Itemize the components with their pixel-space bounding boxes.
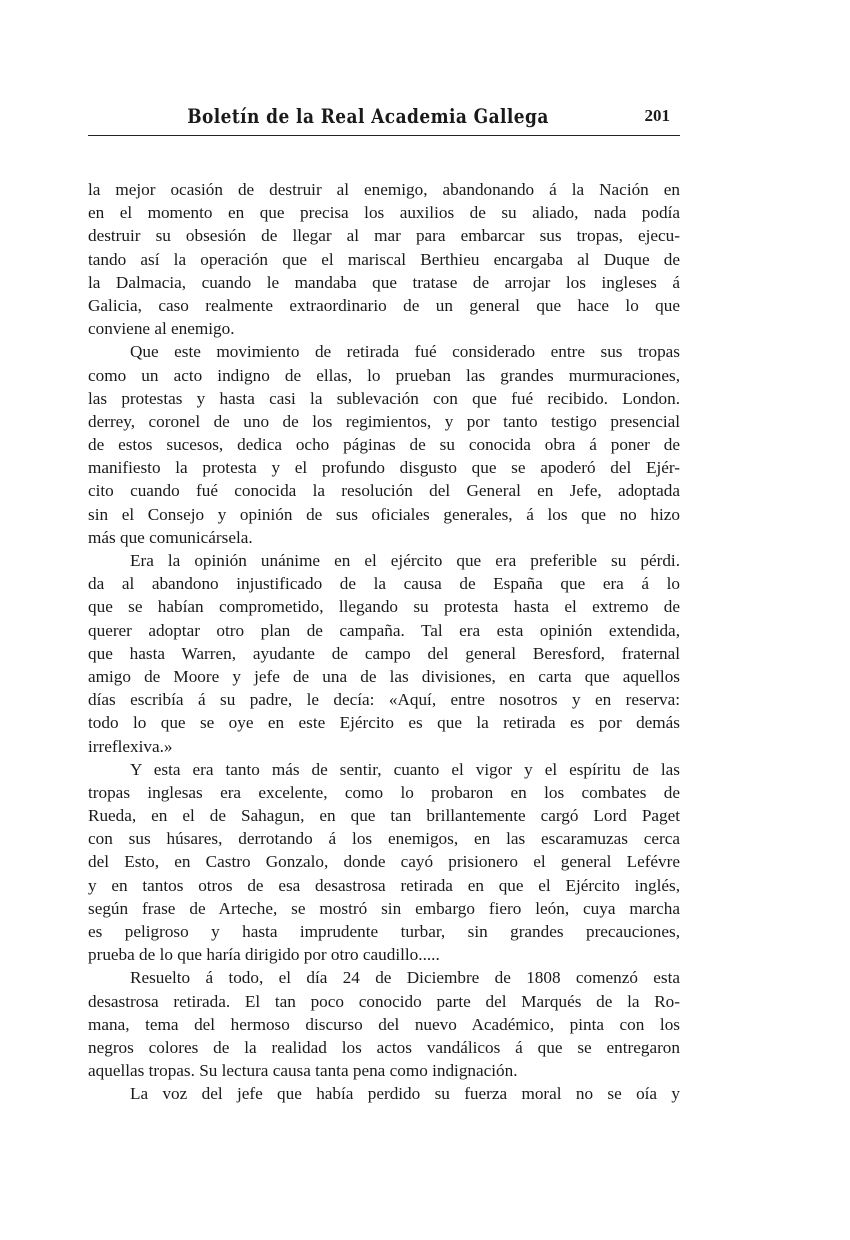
paragraph — [88, 758, 680, 967]
text-line: que hasta Warren, ayudante de campo del general Beresford, fraternal — [88, 643, 680, 663]
text-line: amigo de Moore y jefe de una de las divisiones, en carta que aquellos — [88, 666, 680, 686]
paragraph — [88, 549, 680, 758]
text-line: y en tantos otros de esa desastrosa retirada en que el Ejército inglés, — [88, 875, 680, 895]
text-line: la Dalmacia, cuando le mandaba que tratase de arrojar los ingleses á — [88, 272, 680, 292]
text-line: conviene al enemigo. — [88, 319, 235, 339]
text-line: negros colores de la realidad los actos vandálicos á que se entregaron — [88, 1037, 680, 1057]
text-line: es peligroso y hasta imprudente turbar, sin grandes precauciones, — [88, 922, 680, 941]
header-rule — [88, 135, 680, 136]
text-line: da al abandono injustificado de la causa de España que era á lo — [88, 574, 680, 594]
text-line: Resuelto á todo, el día 24 de Diciembre de 1808 comenzó esta — [130, 968, 680, 988]
paragraph — [88, 178, 680, 340]
text-line: destruir su obsesión de llegar al mar para embarcar sus tropas, ejecu- — [88, 226, 680, 246]
text-line: Y esta era tanto más de sentir, cuanto el vigor y el espíritu de las — [130, 759, 680, 779]
running-title: Boletín de la Real Academia Gallega — [187, 104, 549, 128]
text-line: más que comunicársela. — [88, 527, 253, 547]
paragraph — [88, 340, 680, 549]
text-line: Rueda, en el de Sahagun, en que tan brillantemente cargó Lord Paget — [88, 806, 680, 826]
running-header — [88, 104, 680, 134]
text-line: que se habían comprometido, llegando su protesta hasta el extremo de — [88, 597, 680, 617]
text-line: desastrosa retirada. El tan poco conocido parte del Marqués de la Ro- — [88, 991, 680, 1011]
text-line: cito cuando fué conocida la resolución del General en Jefe, adoptada — [88, 481, 680, 501]
text-line: en el momento en que precisa los auxilios de su aliado, nada podía — [88, 203, 680, 223]
text-line: mana, tema del hermoso discurso del nuevo Académico, pinta con los — [88, 1014, 680, 1034]
text-line: irreflexiva.» — [88, 736, 173, 756]
text-line: de estos sucesos, dedica ocho páginas de su conocida obra á poner de — [88, 435, 680, 455]
text-line: con sus húsares, derrotando á los enemigos, en las escaramuzas cerca — [88, 829, 680, 849]
text-line: del Esto, en Castro Gonzalo, donde cayó prisionero el general Lefévre — [88, 852, 680, 872]
text-line: Que este movimiento de retirada fué considerado entre sus tropas — [130, 342, 680, 362]
page-number: 201 — [644, 106, 670, 125]
text-line: prueba de lo que haría dirigido por otro caudillo..... — [88, 945, 440, 965]
text-line: como un acto indigno de ellas, lo prueban las grandes murmuraciones, — [88, 365, 680, 385]
text-line: manifiesto la protesta y el profundo disgusto que se apoderó del Ejér- — [88, 458, 680, 478]
text-line: derrey, coronel de uno de los regimientos, y por tanto testigo presencial — [88, 411, 680, 431]
text-line: aquellas tropas. Su lectura causa tanta pena como indignación. — [88, 1061, 518, 1081]
text-line: Era la opinión unánime en el ejército que era preferible su pérdi. — [130, 551, 680, 570]
paragraph — [88, 966, 680, 1082]
text-line: tando así la operación que el mariscal Berthieu encargaba al Duque de — [88, 249, 680, 269]
text-line: según frase de Arteche, se mostró sin embargo fiero león, cuya marcha — [88, 898, 680, 918]
body-text — [88, 178, 680, 1106]
paragraph — [88, 1082, 680, 1105]
text-line: La voz del jefe que había perdido su fuerza moral no se oía y — [130, 1084, 680, 1104]
text-line: todo lo que se oye en este Ejército es que la retirada es por demás — [88, 713, 680, 733]
text-line: las protestas y hasta casi la sublevación con que fué recibido. London. — [88, 388, 680, 408]
text-line: tropas inglesas era excelente, como lo probaron en los combates de — [88, 782, 680, 802]
text-line: la mejor ocasión de destruir al enemigo, abandonando á la Nación en — [88, 180, 680, 199]
text-line: Galicia, caso realmente extraordinario de un general que hace lo que — [88, 295, 680, 315]
text-line: sin el Consejo y opinión de sus oficiales generales, á los que no hizo — [88, 504, 680, 524]
text-line: días escribía á su padre, le decía: «Aquí, entre nosotros y en reserva: — [88, 690, 680, 710]
text-line: querer adoptar otro plan de campaña. Tal era esta opinión extendida, — [88, 620, 680, 640]
